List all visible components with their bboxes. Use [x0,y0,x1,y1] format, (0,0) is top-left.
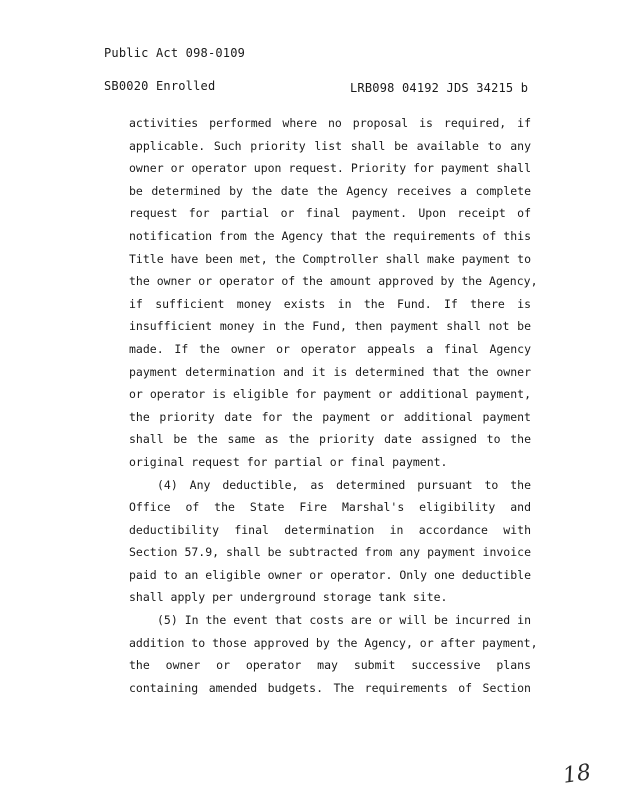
body-line: notification from the Agency that the requirements of this [129,228,531,243]
handwritten-page-number: 18 [561,760,593,789]
body-line: request for partial or final payment. Upon receipt of [129,206,531,221]
body-line: applicable. Such priority list shall be available to any [129,138,531,153]
body-line: be determined by the date the Agency receives a complete [129,183,531,198]
body-line: the priority date for the payment or additional payment [129,409,531,424]
body-line: original request for partial or final payment. [129,454,448,469]
body-line: shall be the same as the priority date assigned to the [129,432,531,447]
body-line: paid to an eligible owner or operator. Only one deductible [129,567,531,582]
body-line: Title have been met, the Comptroller shall make payment to [129,251,531,266]
bill-number: SB0020 Enrolled [104,79,216,93]
body-line: addition to those approved by the Agency, or after payment, [129,635,538,650]
body-line: activities performed where no proposal is required, if [129,116,531,130]
body-line: the owner or operator of the amount approved by the Agency, [129,274,538,289]
paragraph-start-line: (4) Any deductible, as determined pursuant to the [157,477,531,492]
public-act-header: Public Act 098-0109 [104,46,246,60]
body-line: if sufficient money exists in the Fund. If there is [129,296,531,311]
body-text [129,112,538,699]
body-line: made. If the owner or operator appeals a final Agency [129,341,531,356]
body-line: Office of the State Fire Marshal's eligibility and [129,500,531,515]
body-line: shall apply per underground storage tank site. [129,590,448,605]
paragraph-start-line: (5) In the event that costs are or will be incurred in [157,613,531,628]
body-line: owner or operator upon request. Priority for payment shall [129,161,531,176]
body-line: payment determination and it is determined that the owner [129,364,531,379]
body-line: deductibility final determination in accordance with [129,522,531,537]
body-line: or operator is eligible for payment or additional payment, [129,387,531,402]
body-line: the owner or operator may submit successive plans [129,658,531,673]
lrb-number: LRB098 04192 JDS 34215 b [350,81,529,95]
body-line: insufficient money in the Fund, then payment shall not be [129,319,531,334]
body-line: Section 57.9, shall be subtracted from any payment invoice [129,545,531,560]
body-line: containing amended budgets. The requirements of Section [129,680,531,695]
